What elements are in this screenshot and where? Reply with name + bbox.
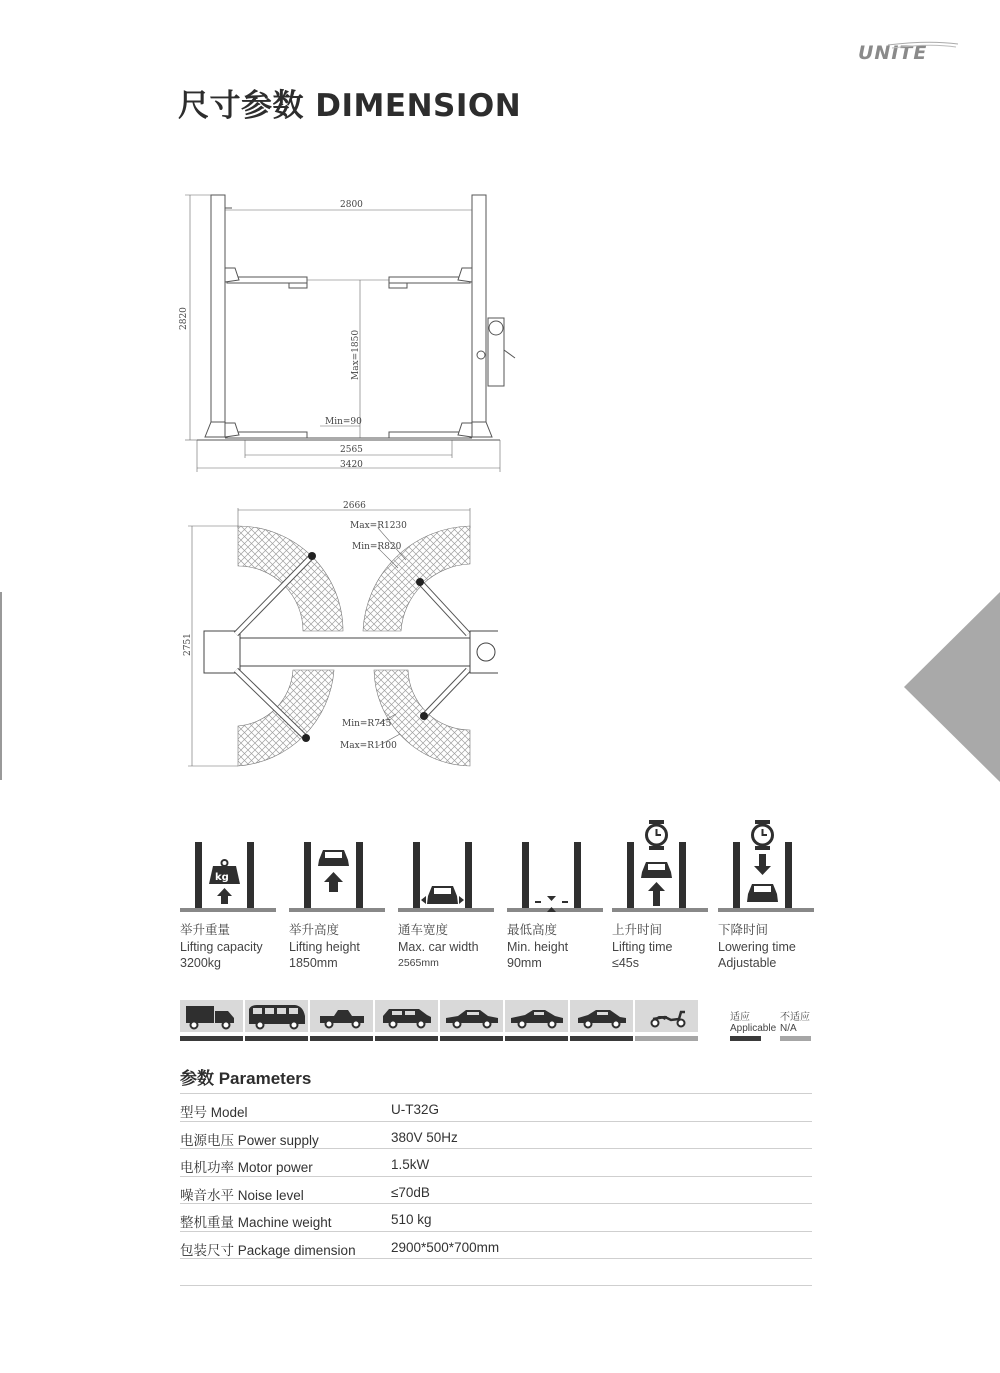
- params-row: [180, 1093, 812, 1121]
- truck-icon: [180, 1000, 243, 1032]
- feature-label-en: Min. height: [507, 939, 569, 954]
- feature-lifting-capacity: [180, 838, 290, 972]
- coupe-icon: [505, 1000, 568, 1032]
- front-view-drawing: [175, 190, 525, 480]
- van-icon: [245, 1000, 308, 1032]
- brand-logo: [858, 40, 958, 66]
- lift-height-icon: [289, 838, 385, 914]
- applicability-bar: [310, 1036, 373, 1041]
- lowering-time-icon: [718, 820, 814, 914]
- params-row: [180, 1121, 812, 1149]
- feature-label-cn: 下降时间: [718, 923, 769, 937]
- feature-value: Adjustable: [718, 956, 777, 970]
- dim-max-1850: Max=1850: [351, 329, 361, 380]
- vehicle-cell-hatchback: [570, 1000, 633, 1032]
- feature-label-en: Lifting capacity: [180, 939, 263, 954]
- dim-3420: 3420: [340, 460, 363, 470]
- param-value: 1.5kW: [391, 1157, 430, 1172]
- feature-label-en: Max. car width: [398, 939, 479, 954]
- logo-text: UNITE: [858, 42, 928, 64]
- params-row: [180, 1203, 812, 1231]
- params-divider: [180, 1285, 812, 1312]
- vehicle-cell-scooter: [635, 1000, 698, 1032]
- vehicle-cell-pickup: [310, 1000, 373, 1032]
- feature-min-height: [507, 838, 617, 972]
- applicability-bar: [570, 1036, 633, 1041]
- dim-max-r1230: Max=R1230: [350, 521, 407, 531]
- dim-min-r745: Min=R745: [342, 719, 392, 729]
- legend-applicable: [730, 1012, 780, 1034]
- dim-2751: 2751: [183, 633, 193, 656]
- feature-label-en: Lifting height: [289, 939, 360, 954]
- params-row: [180, 1148, 812, 1176]
- feature-value: 90mm: [507, 956, 542, 970]
- car-width-icon: [398, 838, 494, 914]
- feature-label-cn: 举升高度: [289, 923, 340, 937]
- dim-2820: 2820: [179, 307, 189, 330]
- feature-value: ≤45s: [612, 956, 640, 970]
- param-key: 整机重量 Machine weight: [180, 1215, 332, 1230]
- param-key: 噪音水平 Noise level: [180, 1187, 304, 1203]
- applicability-bar: [635, 1036, 698, 1041]
- hatchback-icon: [570, 1000, 633, 1032]
- vehicle-cell-van: [245, 1000, 308, 1032]
- logo-swoosh-icon: [858, 40, 958, 66]
- edge-marker: [0, 592, 2, 780]
- param-value: U-T32G: [391, 1102, 440, 1117]
- param-key: 电机功率 Motor power: [180, 1160, 313, 1175]
- param-key: 型号 Model: [180, 1105, 248, 1120]
- legend-applicable-swatch: [730, 1036, 761, 1041]
- applicability-bar: [375, 1036, 438, 1041]
- scooter-icon: [635, 1000, 698, 1032]
- feature-value: 2565mm: [398, 957, 439, 969]
- applicability-bar: [440, 1036, 503, 1041]
- param-value: 380V 50Hz: [391, 1129, 458, 1145]
- params-divider: [180, 1258, 812, 1285]
- dim-min-90: Min=90: [325, 417, 362, 427]
- dim-2666: 2666: [343, 501, 366, 511]
- param-key: 电源电压 Power supply: [180, 1132, 319, 1148]
- legend-applicable-cn: 适应: [730, 1012, 750, 1023]
- feature-label-en: Lifting time: [612, 939, 673, 954]
- applicability-bar: [180, 1036, 243, 1041]
- params-row: [180, 1231, 812, 1259]
- feature-lowering-time: [718, 820, 828, 972]
- vehicle-cell-sedan: [440, 1000, 503, 1032]
- legend-na-swatch: [780, 1036, 811, 1041]
- feature-label-en: Lowering time: [718, 939, 796, 954]
- feature-label-cn: 通车宽度: [398, 923, 449, 937]
- feature-lifting-time: [612, 820, 722, 972]
- sedan-icon: [440, 1000, 503, 1032]
- feature-lifting-height: [289, 838, 399, 972]
- feature-value: 3200kg: [180, 956, 222, 970]
- dim-2800: 2800: [340, 200, 363, 210]
- dim-max-r1100: Max=R1100: [340, 741, 397, 751]
- param-value: 2900*500*700mm: [391, 1239, 500, 1255]
- dim-min-r820: Min=R820: [352, 542, 402, 552]
- feature-label-cn: 举升重量: [180, 923, 231, 937]
- param-value: 510 kg: [391, 1212, 432, 1227]
- params-table: [180, 1093, 812, 1312]
- top-view-drawing: [178, 498, 498, 770]
- legend-applicable-en: Applicable: [730, 1023, 777, 1034]
- params-title: 参数 Parameters: [180, 1069, 312, 1088]
- vehicle-cell-coupe: [505, 1000, 568, 1032]
- lifting-time-icon: [612, 820, 708, 914]
- param-value: ≤70dB: [391, 1184, 430, 1200]
- weight-lift-icon: [180, 838, 276, 914]
- applicability-bar: [245, 1036, 308, 1041]
- feature-label-cn: 最低高度: [507, 923, 558, 937]
- params-row: [180, 1176, 812, 1204]
- suv-icon: [375, 1000, 438, 1032]
- vehicle-cell-truck: [180, 1000, 243, 1032]
- legend-na: [780, 1012, 820, 1034]
- feature-car-width: [398, 838, 508, 972]
- dim-2565: 2565: [340, 445, 363, 455]
- vehicle-cell-suv: [375, 1000, 438, 1032]
- legend-na-en: N/A: [780, 1023, 797, 1034]
- svg-text:kg: kg: [215, 872, 229, 883]
- pickup-icon: [310, 1000, 373, 1032]
- legend-na-cn: 不适应: [780, 1012, 810, 1023]
- page-title: 尺寸参数 DIMENSION: [178, 88, 522, 124]
- feature-value: 1850mm: [289, 956, 338, 970]
- min-height-icon: [507, 838, 603, 914]
- param-key: 包装尺寸 Package dimension: [180, 1242, 356, 1258]
- applicability-bar: [505, 1036, 568, 1041]
- side-triangle-decoration: [904, 592, 1000, 782]
- feature-label-cn: 上升时间: [612, 923, 663, 937]
